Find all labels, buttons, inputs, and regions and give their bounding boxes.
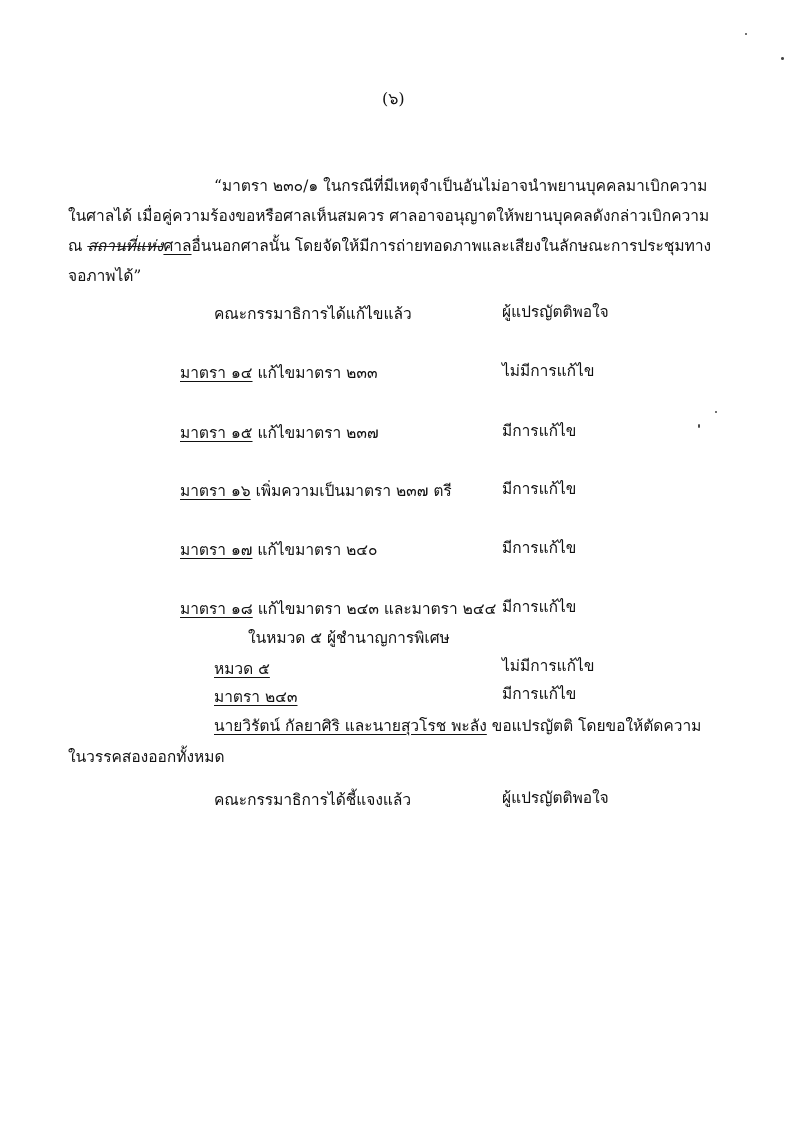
amendment-line-2: ในวรรคสองออกทั้งหมด bbox=[68, 748, 225, 766]
inserted-text: ศาล bbox=[163, 237, 192, 255]
committee-result: ผู้แปรญัตติพอใจ bbox=[502, 303, 609, 321]
section-row bbox=[180, 363, 378, 383]
section-desc: แก้ไขมาตรา ๒๔๐ bbox=[257, 541, 378, 559]
section-row bbox=[180, 481, 452, 501]
section-desc: แก้ไขมาตรา ๒๔๓ และมาตรา ๒๔๔ bbox=[257, 600, 497, 618]
quote-line-4: จอภาพได้” bbox=[68, 267, 142, 285]
chapter-note: ในหมวด ๕ ผู้ชำนาญการพิเศษ bbox=[248, 629, 450, 647]
quote-line-3-rest: อื่นนอกศาลนั้น โดยจัดให้มีการถ่ายทอดภาพและเสียงในลักษณะการประชุมทาง bbox=[191, 237, 712, 255]
quote-line-3-prefix: ณ bbox=[68, 237, 88, 255]
scan-speck bbox=[698, 424, 700, 428]
committee-note: คณะกรรมาธิการได้แก้ไขแล้ว bbox=[214, 305, 412, 323]
page-number: (๖) bbox=[382, 89, 405, 108]
committee-note: คณะกรรมาธิการได้ชี้แจงแล้ว bbox=[214, 791, 412, 809]
amendment-names: นายวิรัตน์ กัลยาศิริ และนายสุวโรช พะลัง bbox=[214, 717, 487, 735]
sub-item-label: หมวด ๕ bbox=[214, 660, 270, 678]
sub-item-status: มีการแก้ไข bbox=[502, 685, 577, 703]
section-desc: แก้ไขมาตรา ๒๓๓ bbox=[257, 364, 378, 382]
quote-line-3 bbox=[68, 236, 711, 256]
section-label: มาตรา ๑๘ bbox=[180, 600, 253, 618]
section-row bbox=[180, 540, 378, 560]
scan-speck bbox=[715, 411, 717, 413]
scan-speck bbox=[745, 33, 747, 35]
section-row bbox=[180, 599, 496, 619]
section-label: มาตรา ๑๔ bbox=[180, 364, 253, 382]
quote-line-2: ในศาลได้ เมื่อคู่ความร้องขอหรือศาลเห็นสมควร ศาลอาจอนุญาตให้พยานบุคคลดังกล่าวเบิกความ bbox=[68, 207, 710, 225]
section-label: มาตรา ๑๗ bbox=[180, 541, 253, 559]
scan-speck bbox=[781, 57, 784, 60]
section-status: มีการแก้ไข bbox=[502, 422, 577, 440]
section-status: มีการแก้ไข bbox=[502, 539, 577, 557]
section-row bbox=[180, 423, 379, 443]
sub-item-status: ไม่มีการแก้ไข bbox=[502, 657, 595, 675]
struck-text: สถานที่แห่ง bbox=[87, 237, 164, 255]
quote-line-1: “มาตรา ๒๓๐/๑ ในกรณีที่มีเหตุจำเป็นอันไม่อาจนำพยานบุคคลมาเบิกความ bbox=[214, 177, 708, 195]
section-label: มาตรา ๑๕ bbox=[180, 424, 253, 442]
committee-result: ผู้แปรญัตติพอใจ bbox=[502, 789, 609, 807]
section-status: มีการแก้ไข bbox=[502, 480, 577, 498]
section-desc: เพิ่มความเป็นมาตรา ๒๓๗ ตรี bbox=[255, 482, 452, 500]
section-desc: แก้ไขมาตรา ๒๓๗ bbox=[257, 424, 379, 442]
sub-item-label: มาตรา ๒๔๓ bbox=[214, 688, 298, 706]
section-label: มาตรา ๑๖ bbox=[180, 482, 251, 500]
section-status: ไม่มีการแก้ไข bbox=[502, 362, 595, 380]
section-status: มีการแก้ไข bbox=[502, 598, 577, 616]
amendment-line-1 bbox=[214, 716, 701, 736]
amendment-rest: ขอแปรญัตติ โดยขอให้ตัดความ bbox=[486, 717, 702, 735]
